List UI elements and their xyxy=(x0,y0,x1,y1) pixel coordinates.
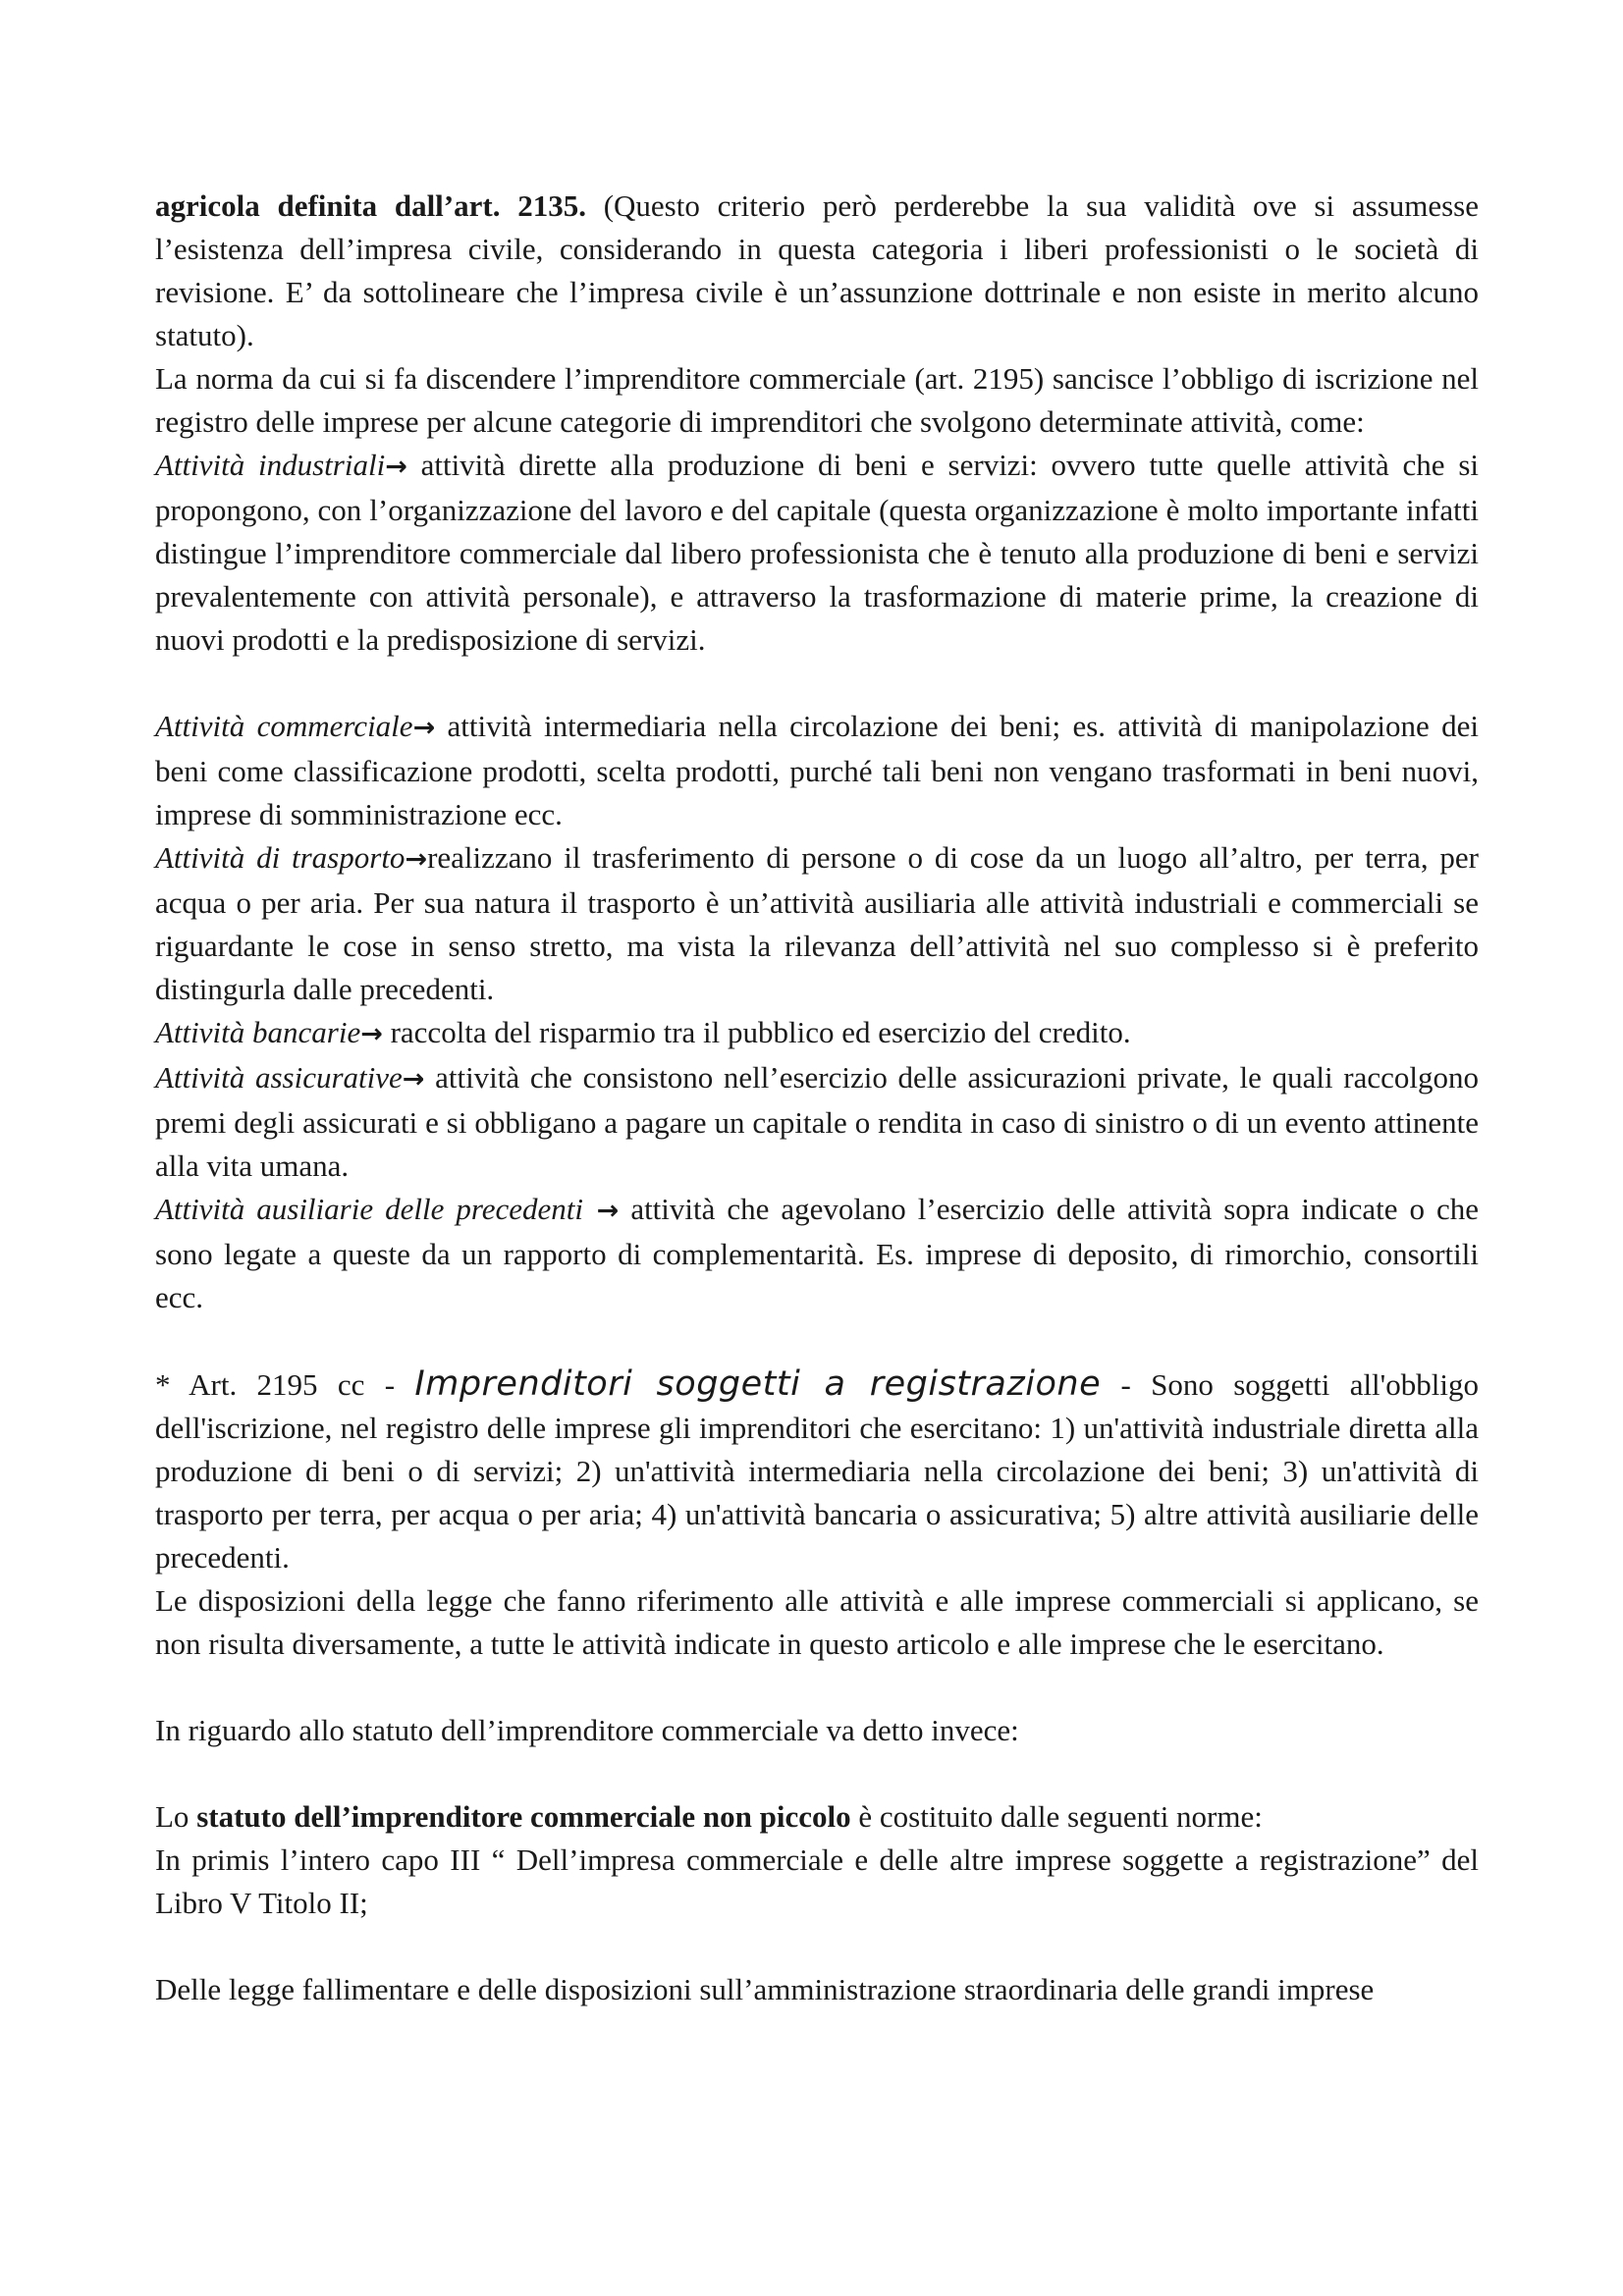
paragraph-primis: In primis l’intero capo III “ Dell’impresa commerciale e delle altre imprese soggette a registrazione” del Libro V Titolo II; xyxy=(155,1842,1479,1920)
paragraph-text: - Sono soggetti all'obbligo dell'iscrizione, nel registro delle imprese gli imprenditori che esercitano: 1) un'attività industriale diretta alla produzione di beni o di servizi; 2) un'attività intermediaria nella circolazione dei beni; 3) un'attività di trasporto per terra, per acqua o per aria; 4) un'attività bancaria o assicurativa; 5) altre attività ausiliarie delle precedenti. xyxy=(155,1367,1479,1575)
paragraph-text: Lo xyxy=(155,1799,197,1834)
paragraph-attivita-bancarie xyxy=(155,1011,1479,1056)
term-label: Attività assicurative xyxy=(155,1060,403,1095)
term-label: Attività bancarie xyxy=(155,1015,361,1049)
paragraph-text: realizzano il trasferimento di persone o di cose da un luogo all’altro, per terra, per acqua o per aria. Per sua natura il trasporto è un’attività ausiliaria alle attività industriali e commerciali se riguardante le cose in senso stretto, ma vista la rilevanza dell’attività nel suo complesso si è preferito distingurla dalle precedenti. xyxy=(155,840,1479,1006)
paragraph-text: (Questo criterio però perderebbe la sua validità ove si assumesse l’esistenza dell’impresa civile, considerando in questa categoria i liberi professionisti o le società di revisione. E’ da sottolineare che l’impresa civile è un’assunzione dottrinale e non esiste in merito alcuno statuto). xyxy=(155,188,1479,352)
paragraph-art-2195 xyxy=(155,1362,1479,1579)
paragraph-attivita-assicurative xyxy=(155,1056,1479,1188)
arrow-right-icon: → xyxy=(385,452,407,482)
paragraph-text: attività dirette alla produzione di beni e servizi: ovvero tutte quelle attività che si propongono, con l’organizzazione del lavoro e del capitale (questa organizzazione è molto importante infatti distingue l’imprenditore commerciale dal libero professionista che è tenuto alla produzione di beni e servizi prevalentemente con attività personale), e attraverso la trasformazione di materie prime, la creazione di nuovi prodotti e la predisposizione di servizi. xyxy=(155,448,1479,657)
article-prefix: * Art. 2195 cc - xyxy=(155,1367,415,1402)
paragraph-riguardo: In riguardo allo statuto dell’imprenditore commerciale va detto invece: xyxy=(155,1713,1019,1747)
article-title: Imprenditori soggetti a registrazione xyxy=(414,1364,1102,1404)
arrow-right-icon: → xyxy=(405,844,428,875)
term-label: Attività di trasporto xyxy=(155,840,406,875)
spacer xyxy=(155,1666,1479,1709)
spacer xyxy=(155,1319,1479,1362)
spacer xyxy=(155,1752,1479,1795)
paragraph-attivita-commerciale xyxy=(155,705,1479,836)
paragraph-text: raccolta del risparmio tra il pubblico ed esercizio del credito. xyxy=(382,1015,1131,1049)
paragraph-text: attività che consistono nell’esercizio delle assicurazioni private, le quali raccolgono premi degli assicurati e si obbligano a pagare un capitale o rendita in caso di sinistro o di un evento attinente alla vita umana. xyxy=(155,1060,1479,1183)
paragraph-disposizioni: Le disposizioni della legge che fanno riferimento alle attività e alle imprese commerciali si applicano, se non risulta diversamente, a tutte le attività indicate in questo articolo e alle imprese che le esercitano. xyxy=(155,1583,1479,1661)
spacer xyxy=(155,1925,1479,1968)
arrow-right-icon: → xyxy=(402,1064,425,1095)
paragraph-agricola xyxy=(155,185,1479,357)
arrow-right-icon: → xyxy=(360,1019,383,1049)
paragraph-attivita-trasporto xyxy=(155,836,1479,1011)
paragraph-text: attività che agevolano l’esercizio delle attività sopra indicate o che sono legate a queste da un rapporto di complementarità. Es. imprese di deposito, di rimorchio, consortili ecc. xyxy=(155,1192,1479,1314)
bold-phrase: statuto dell’imprenditore commerciale non piccolo xyxy=(196,1799,851,1834)
arrow-right-icon: → xyxy=(583,1196,620,1226)
paragraph-attivita-industriali xyxy=(155,444,1479,662)
paragraph-attivita-ausiliarie xyxy=(155,1188,1479,1319)
term-label: Attività industriali xyxy=(155,448,386,482)
paragraph-legge-fallimentare: Delle legge fallimentare e delle disposizioni sull’amministrazione straordinaria delle grandi imprese xyxy=(155,1972,1375,2006)
spacer xyxy=(155,662,1479,705)
paragraph-text: attività intermediaria nella circolazione dei beni; es. attività di manipolazione dei beni come classificazione prodotti, scelta prodotti, purché tali beni non vengano trasformati in beni nuovi, imprese di somministrazione ecc. xyxy=(155,709,1479,831)
term-label: Attività ausiliarie delle precedenti xyxy=(155,1192,584,1226)
paragraph-statuto xyxy=(155,1795,1479,1839)
bold-lead: agricola definita dall’art. 2135. xyxy=(155,188,586,223)
paragraph-norma: La norma da cui si fa discendere l’imprenditore commerciale (art. 2195) sancisce l’obbligo di iscrizione nel registro delle imprese per alcune categorie di imprenditori che svolgono determinate attività, come: xyxy=(155,361,1479,439)
arrow-right-icon: → xyxy=(412,713,436,743)
paragraph-text: è costituito dalle seguenti norme: xyxy=(850,1799,1263,1834)
document-page xyxy=(155,185,1479,2011)
term-label: Attività commerciale xyxy=(155,709,413,743)
